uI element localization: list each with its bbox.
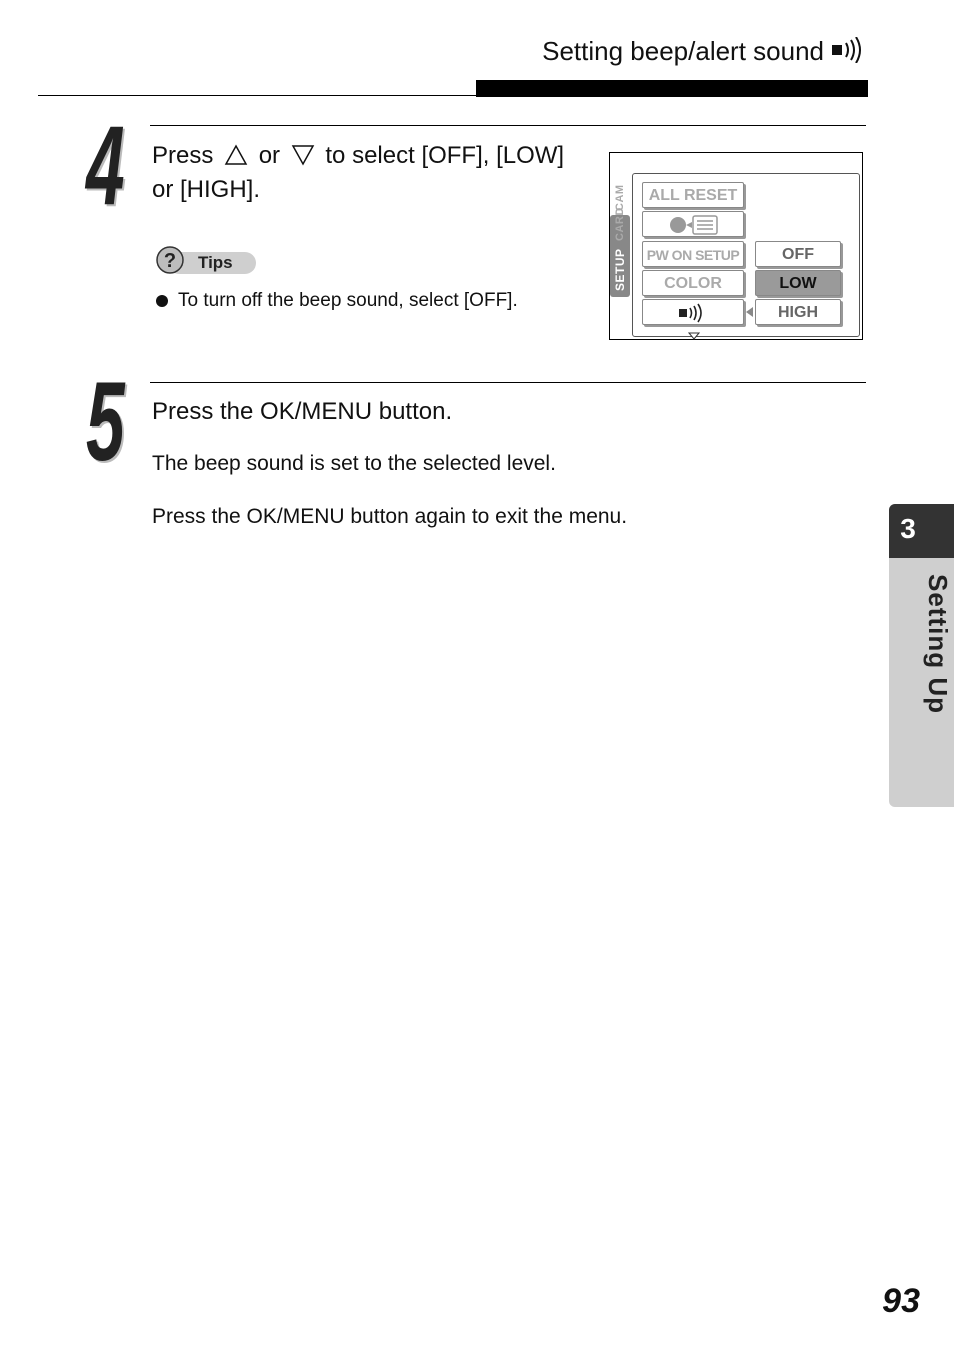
down-triangle-icon (291, 143, 315, 174)
step-4-text-rest: to select [OFF], [LOW] or [HIGH]. (152, 142, 565, 203)
chapter-number: 3 (900, 513, 916, 544)
svg-text:?: ? (163, 250, 177, 272)
language-icon (666, 216, 720, 233)
tab-cam: CAM (614, 184, 626, 211)
question-mark-icon (156, 244, 186, 281)
tips-label: Tips (198, 253, 233, 272)
tab-card: CARD (614, 207, 626, 241)
step-5-paragraph: The beep sound is set to the selected level. (152, 452, 556, 475)
header-title-text: Setting beep/alert sound (542, 36, 824, 66)
tip-item: To turn off the beep sound, select [OFF]. (178, 290, 518, 311)
step-5-rule (150, 382, 866, 383)
tips-badge (156, 244, 256, 274)
menu-item-language (642, 211, 744, 237)
bullet-icon (156, 295, 168, 307)
step-number-4: 4 (86, 103, 125, 228)
header-rule (38, 95, 478, 96)
camera-menu-screen (609, 152, 863, 340)
option-off: OFF (755, 241, 841, 267)
step-4-text-or: or (258, 142, 281, 169)
step-5-heading: Press the OK/MENU button. (152, 398, 453, 425)
speaker-icon (830, 37, 866, 70)
page-number: 93 (882, 1282, 920, 1320)
chapter-label: Setting Up (923, 574, 953, 714)
tab-setup: SETUP (610, 215, 630, 297)
menu-item-beep (642, 299, 744, 325)
step-5-paragraph: Press the OK/MENU button again to exit the menu. (152, 505, 628, 528)
chapter-number-box (889, 504, 954, 558)
option-low-selected: LOW (755, 270, 841, 296)
left-arrow-icon (746, 307, 753, 317)
menu-item-color: COLOR (642, 270, 744, 296)
step-4-rule (150, 125, 866, 126)
step-number-5: 5 (86, 359, 125, 484)
scroll-down-icon (688, 327, 700, 345)
header-bar (476, 80, 868, 97)
page-header-title (470, 36, 866, 70)
up-triangle-icon (224, 143, 248, 174)
step-4-instruction (152, 140, 592, 205)
speaker-icon (678, 304, 708, 321)
step-4-text-press: Press (152, 142, 214, 169)
menu-item-all-reset: ALL RESET (642, 182, 744, 208)
menu-item-pw-on-setup: PW ON SETUP (642, 241, 744, 267)
option-high: HIGH (755, 299, 841, 325)
